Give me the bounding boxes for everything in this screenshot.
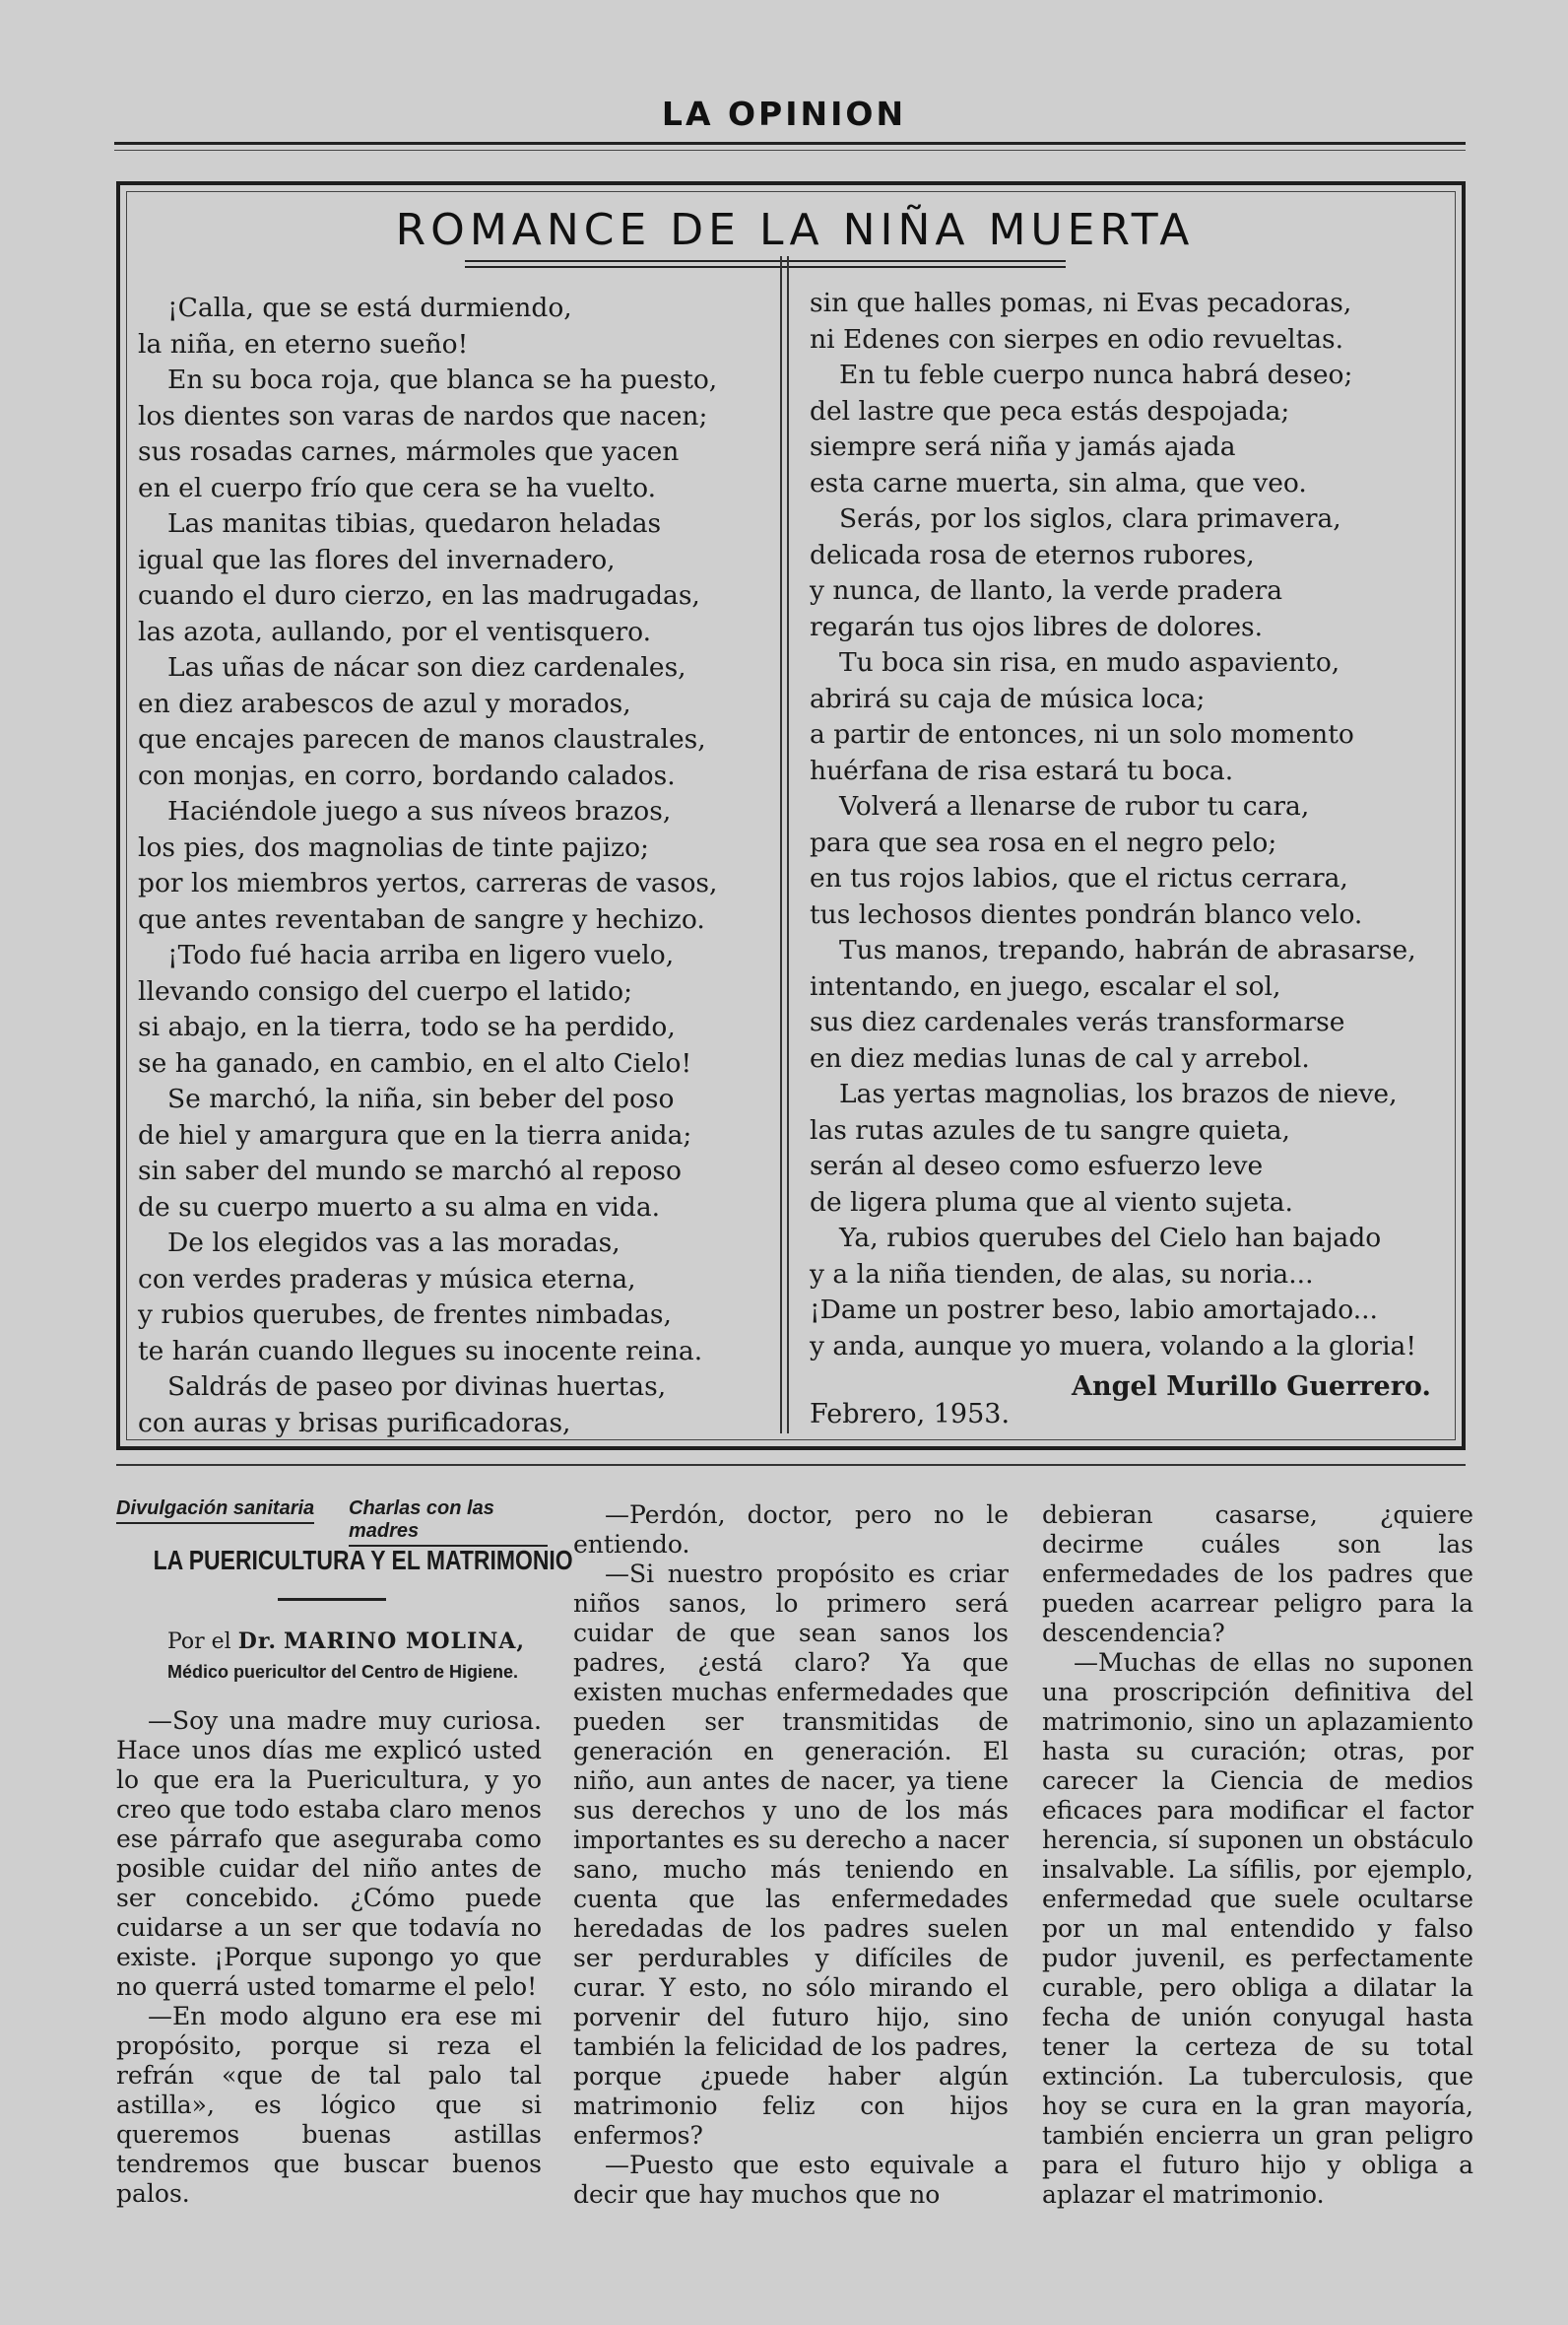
verse-line: de su cuerpo muerto a su alma en vida.: [138, 1191, 661, 1223]
verse-line: Volverá a llenarse de rubor tu cara,: [839, 791, 1310, 822]
section-divider: [116, 1464, 1466, 1466]
verse-line: sin saber del mundo se marchó al reposo: [138, 1156, 682, 1186]
verse-line: y anda, aunque yo muera, volando a la gloria!: [810, 1330, 1416, 1362]
verse-line: las azota, aullando, por el ventisquero.: [138, 616, 652, 647]
byline-line: [167, 1627, 552, 1657]
verse-line: esta carne muerta, sin alma, que veo.: [810, 467, 1307, 498]
poem-title-rule: [465, 260, 1066, 262]
verse-line: Las uñas de nácar son diez cardenales,: [167, 652, 686, 683]
poem-column-divider-2: [787, 256, 789, 1433]
poem-author: Angel Murillo Guerrero.: [1072, 1371, 1431, 1402]
verse-line: ¡Calla, que se está durmiendo,: [167, 293, 572, 323]
byline-name: MARINO MOLINA,: [284, 1628, 526, 1654]
verse-line: Haciéndole juego a sus níveos brazos,: [167, 796, 672, 827]
article-paragraph: debieran casarse, ¿quiere decirme cuáles son las enfermedades de los padres que pueden acarrear peligro para la descendencia?: [1042, 1500, 1473, 1647]
article-byline: [167, 1627, 552, 1687]
poem-title-rule-2: [465, 266, 1066, 268]
article-paragraph: —Perdón, doctor, pero no le entiendo.: [573, 1500, 1009, 1559]
poem-left-column: [138, 291, 719, 1441]
verse-line: ¡Todo fué hacia arriba en ligero vuelo,: [167, 940, 675, 970]
verse-line: en el cuerpo frío que cera se ha vuelto.: [138, 472, 656, 503]
verse-line: sus rosadas carnes, mármoles que yacen: [138, 436, 680, 467]
verse-line: Tu boca sin risa, en mudo aspaviento,: [839, 647, 1340, 678]
verse-line: que encajes parecen de manos claustrales,: [138, 724, 706, 755]
verse-line: y rubios querubes, de frentes nimbadas,: [138, 1299, 672, 1330]
poem-right-column: [810, 286, 1416, 1364]
article-paragraph: —Soy una madre muy curiosa. Hace unos días me explicó usted lo que era la Puericultura, y yo creo que todo estaba claro menos ese párrafo que aseguraba como posible cuidar del niño antes de ser concebido. ¿Cómo puede cuidarse a un ser que todavía no existe. ¡Porque supongo yo que no querrá usted tomarme el pelo!: [116, 1706, 542, 2001]
kicker-left: Divulgación sanitaria: [116, 1497, 314, 1524]
verse-line: Las yertas magnolias, los brazos de nieve,: [839, 1079, 1398, 1109]
verse-line: del lastre que peca estás despojada;: [810, 395, 1290, 427]
article-column-2: [573, 1500, 1009, 2210]
verse-line: serán al deseo como esfuerzo leve: [810, 1151, 1264, 1181]
verse-line: los pies, dos magnolias de tinte pajizo;: [138, 831, 649, 863]
article-paragraph: —Puesto que esto equivale a decir que hay muchos que no: [573, 2151, 1009, 2209]
article-paragraph: —En modo alguno era ese mi propósito, porque si reza el refrán «que de tal palo tal astilla», es lógico que si queremos buenas astillas tendremos que buscar buenos palos.: [116, 2002, 542, 2208]
verse-line: Tus manos, trepando, habrán de abrasarse,: [839, 935, 1416, 965]
verse-line: tus lechosos dientes pondrán blanco velo.: [810, 898, 1363, 930]
kicker-right: Charlas con las madres: [349, 1497, 548, 1547]
verse-line: llevando consigo del cuerpo el latido;: [138, 975, 633, 1007]
byline-prefix: Por el: [167, 1629, 231, 1654]
verse-line: huérfana de risa estará tu boca.: [810, 755, 1234, 786]
verse-line: de hiel y amargura que en la tierra anida;: [138, 1119, 692, 1151]
verse-line: que antes reventaban de sangre y hechizo.: [138, 903, 705, 935]
verse-line: sin que halles pomas, ni Evas pecadoras,: [810, 288, 1352, 318]
article-column-3: [1042, 1500, 1473, 2210]
verse-line: ni Edenes con sierpes en odio revueltas.: [810, 323, 1344, 355]
verse-line: en diez medias lunas de cal y arrebol.: [810, 1042, 1310, 1074]
verse-line: igual que las flores del invernadero,: [138, 544, 616, 575]
masthead-rule-thin: [114, 150, 1466, 151]
verse-line: Se marchó, la niña, sin beber del poso: [167, 1084, 675, 1114]
article-column-1: [116, 1706, 542, 2209]
poem-column-divider: [780, 256, 782, 1433]
verse-line: intentando, en juego, escalar el sol,: [810, 970, 1281, 1002]
verse-line: a partir de entonces, ni un solo momento: [810, 719, 1354, 750]
byline-dr: Dr.: [237, 1628, 278, 1654]
byline-affiliation: Médico puericultor del Centro de Higiene.: [167, 1662, 519, 1682]
article-paragraph: —Muchas de ellas no suponen una proscripción definitiva del matrimonio, sino un aplazamiento hasta su curación; otras, por carecer la Ciencia de medios eficaces para modificar el factor herencia, sí suponen un obstáculo insalvable. La sífilis, por ejemplo, enfermedad que suele ocultarse por un mal entendido y falso pudor juvenil, es perfectamente curable, pero obliga a dilatar la fecha de unión conyugal hasta tener la certeza de su total extinción. La tuberculosis, que hoy se cura en la gran mayoría, también encierra un gran peligro para el futuro hijo y obliga a aplazar el matrimonio.: [1042, 1648, 1473, 2209]
verse-line: delicada rosa de eternos rubores,: [810, 539, 1255, 570]
verse-line: por los miembros yertos, carreras de vasos,: [138, 868, 718, 898]
verse-line: con verdes praderas y música eterna,: [138, 1263, 636, 1295]
verse-line: los dientes son varas de nardos que nacen;: [138, 400, 708, 432]
verse-line: las rutas azules de tu sangre quieta,: [810, 1114, 1290, 1146]
poem-title: ROMANCE DE LA NIÑA MUERTA: [395, 205, 1195, 255]
article-title-rule: [278, 1598, 386, 1601]
verse-line: sus diez cardenales verás transformarse: [810, 1007, 1345, 1037]
verse-line: de ligera pluma que al viento sujeta.: [810, 1186, 1293, 1218]
verse-line: en tus rojos labios, que el rictus cerrara,: [810, 863, 1348, 894]
verse-line: se ha ganado, en cambio, en el alto Cielo!: [138, 1047, 692, 1079]
masthead-title: LA OPINION: [661, 95, 907, 133]
verse-line: Serás, por los siglos, clara primavera,: [839, 503, 1341, 534]
verse-line: y nunca, de llanto, la verde pradera: [810, 575, 1283, 606]
verse-line: y a la niña tienden, de alas, su noria...: [810, 1258, 1314, 1290]
verse-line: En su boca roja, que blanca se ha puesto,: [167, 365, 718, 395]
verse-line: para que sea rosa en el negro pelo;: [810, 827, 1277, 858]
verse-line: En tu feble cuerpo nunca habrá deseo;: [839, 360, 1353, 390]
verse-line: De los elegidos vas a las moradas,: [167, 1228, 621, 1258]
verse-line: Saldrás de paseo por divinas huertas,: [167, 1371, 667, 1402]
verse-line: ¡Dame un postrer beso, labio amortajado...: [810, 1295, 1378, 1325]
masthead-rule: [114, 142, 1466, 145]
verse-line: la niña, en eterno sueño!: [138, 328, 469, 360]
article-paragraph: —Si nuestro propósito es criar niños sanos, lo primero será cuidar de que sean sanos los padres, ¿está claro? Ya que existen muchas enfermedades que pueden ser transmitidas de generación en generación. El niño, aun antes de nacer, ya tiene sus derechos y uno de los más importantes es su derecho a nacer sano, mucho más teniendo en cuenta que las enfermedades heredadas de los padres suelen ser perdurables y difíciles de curar. Y esto, no sólo mirando el porvenir del futuro hijo, sino también la felicidad de los padres, porque ¿puede haber algún matrimonio feliz con hijos enfermos?: [573, 1560, 1009, 2150]
verse-line: te harán cuando llegues su inocente reina.: [138, 1335, 703, 1366]
verse-line: regarán tus ojos libres de dolores.: [810, 611, 1264, 642]
verse-line: en diez arabescos de azul y morados,: [138, 688, 631, 719]
verse-line: cuando el duro cierzo, en las madrugadas,: [138, 580, 700, 611]
verse-line: si abajo, en la tierra, todo se ha perdido,: [138, 1012, 676, 1042]
verse-line: con auras y brisas purificadoras,: [138, 1407, 571, 1438]
verse-line: con monjas, en corro, bordando calados.: [138, 760, 676, 791]
verse-line: Ya, rubios querubes del Cielo han bajado: [839, 1223, 1382, 1253]
article-kickers: [116, 1497, 548, 1542]
article-title: LA PUERICULTURA Y EL MATRIMONIO: [153, 1545, 573, 1575]
verse-line: Las manitas tibias, quedaron heladas: [167, 508, 662, 539]
verse-line: siempre será niña y jamás ajada: [810, 432, 1236, 462]
verse-line: abrirá su caja de música loca;: [810, 683, 1206, 714]
poem-date: Febrero, 1953.: [810, 1399, 1011, 1429]
